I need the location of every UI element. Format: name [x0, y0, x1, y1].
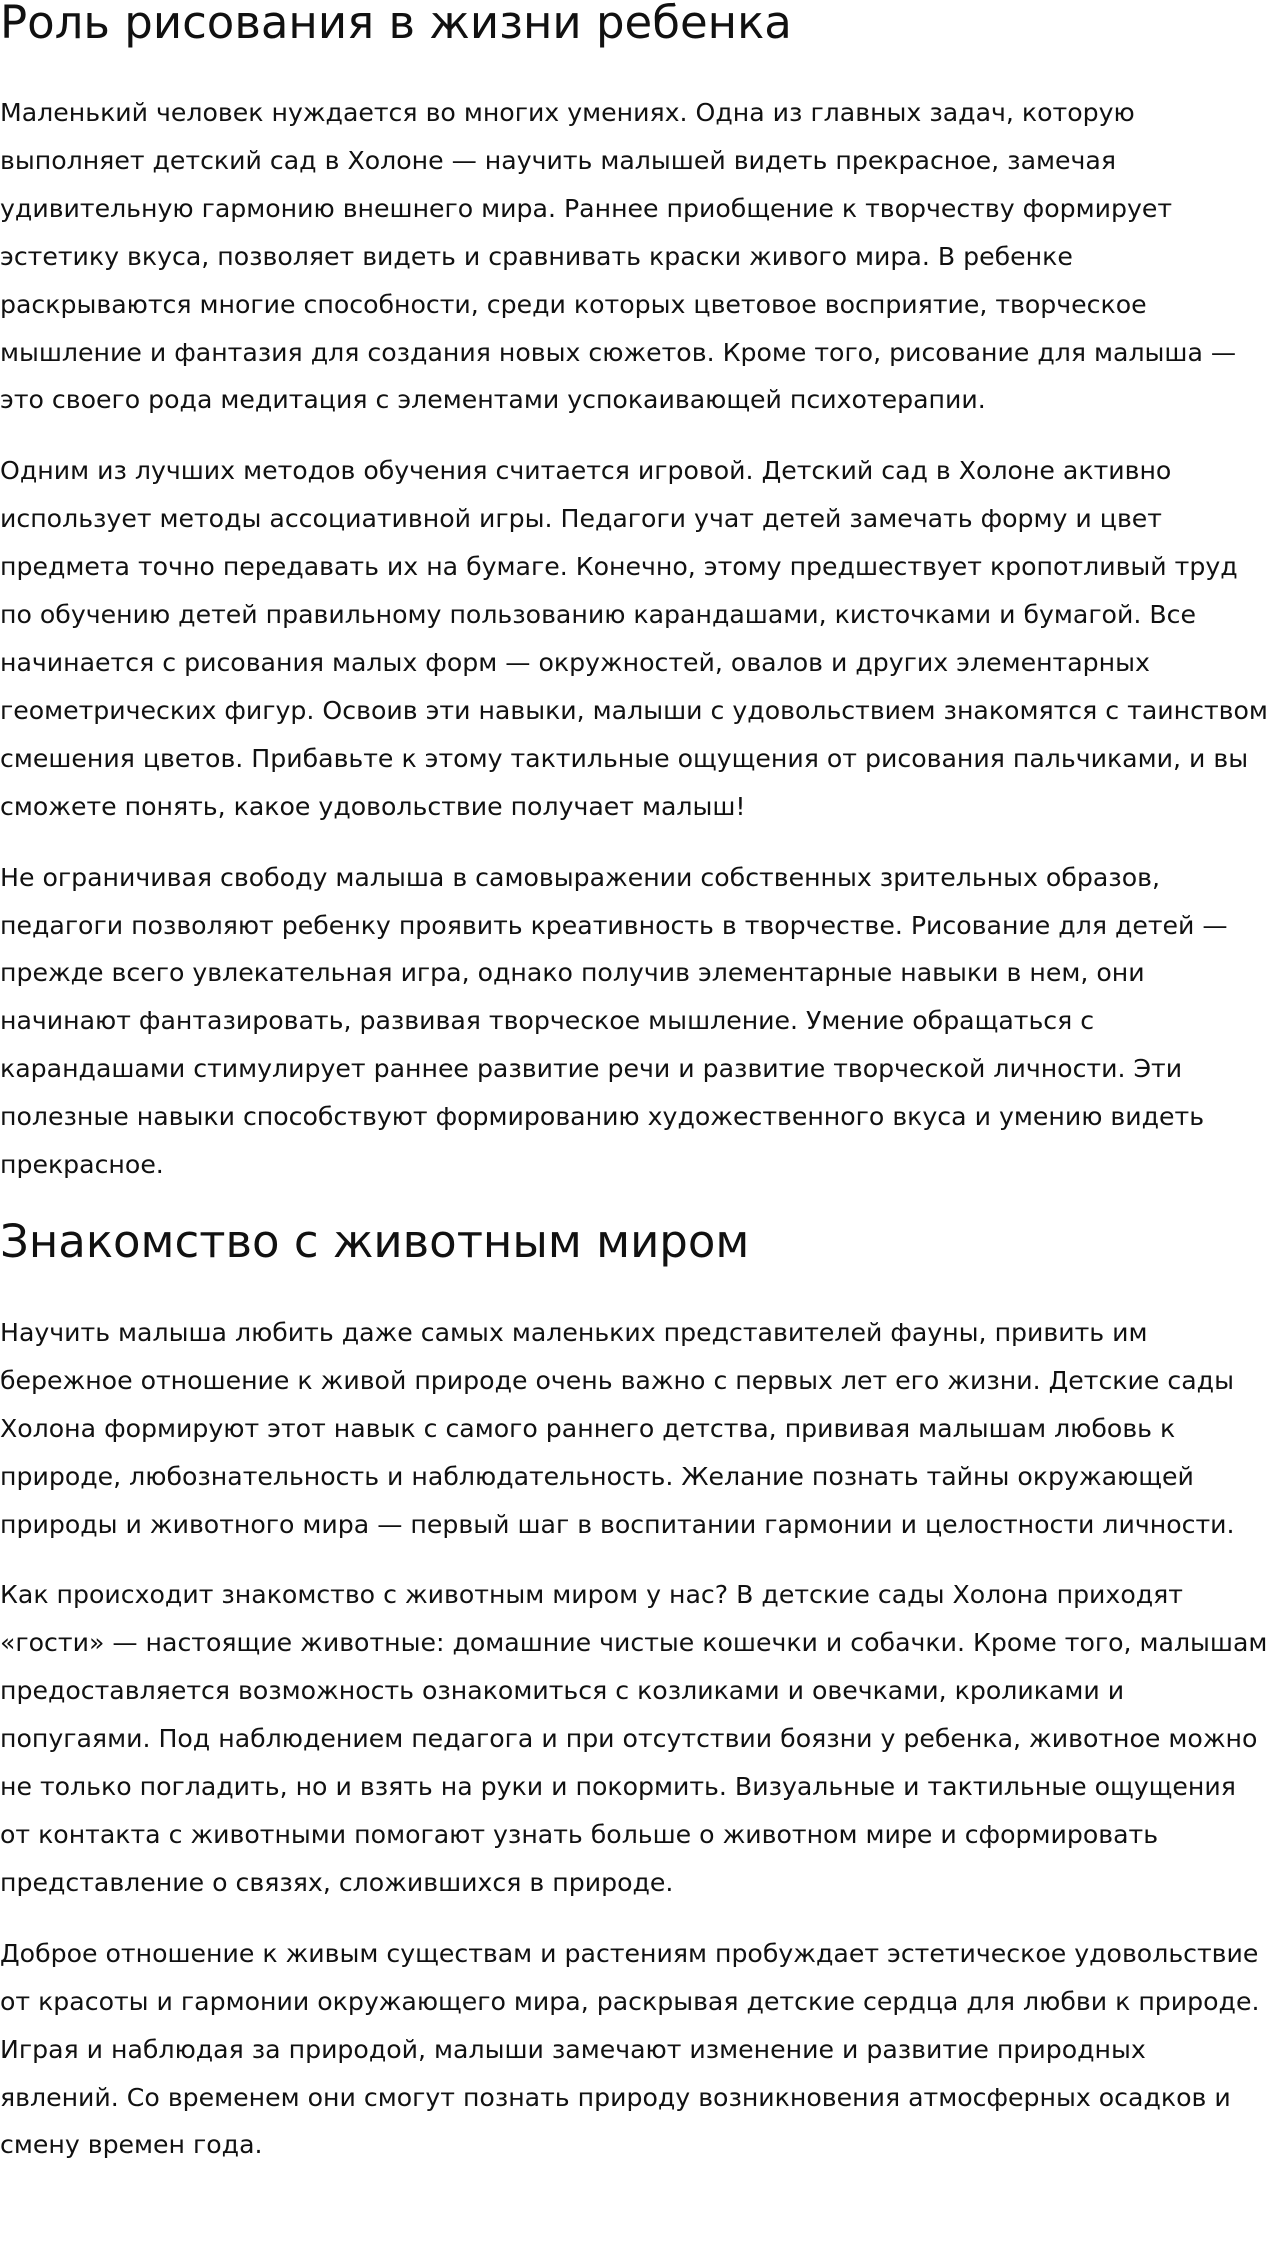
heading-animal-world: Знакомство с животным миром: [0, 1214, 750, 1268]
paragraph-animal-2: Как происходит знакомство с животным миром у нас? В детские сады Холона приходят «гости» — настоящие животные: домашние чистые кошечки и собачки. Кроме того, малышам предоставляется возможность ознакомиться с козликами и овечками, кроликами и попугаями. Под наблюдением педагога и при отсутствии боязни у ребенка, животное можно не только погладить, но и взять на руки и покормить. Визуальные и тактильные ощущения от контакта с животными помогают узнать больше о животном мире и сформировать представление о связях, сложившихся в природе.: [0, 1580, 1268, 1897]
paragraph-animal-1: Научить малыша любить даже самых маленьких представителей фауны, привить им бережное отношение к живой природе очень важно с первых лет его жизни. Детские сады Холона формируют этот навык с самого раннего детства, прививая малышам любовь к природе, любознательность и наблюдательность. Желание познать тайны окружающей природы и животного мира — первый шаг в воспитании гармонии и целостности личности.: [0, 1317, 1235, 1539]
paragraph-drawing-3: Не ограничивая свободу малыша в самовыражении собственных зрительных образов, педагоги позволяют ребенку проявить креативность в творчестве. Рисование для детей — прежде всего увлекательная игра, однако получив элементарные навыки в нем, они начинают фантазировать, развивая творческое мышление. Умение обращаться с карандашами стимулирует раннее развитие речи и развитие творческой личности. Эти полезные навыки способствуют формированию художественного вкуса и умению видеть прекрасное.: [0, 862, 1228, 1180]
heading-drawing-role: Роль рисования в жизни ребенка: [0, 0, 792, 49]
section-animal-world: [0, 1214, 1270, 2169]
paragraph-drawing-2: Одним из лучших методов обучения считается игровой. Детский сад в Холоне активно использует методы ассоциативной игры. Педагоги учат детей замечать форму и цвет предмета точно передавать их на бумаге. Конечно, этому предшествует кропотливый труд по обучению детей правильному пользованию карандашами, кисточками и бумагой. Все начинается с рисования малых форм — окружностей, овалов и других элементарных геометрических фигур. Освоив эти навыки, малыши с удовольствием знакомятся с таинством смешения цветов. Прибавьте к этому тактильные ощущения от рисования пальчиками, и вы сможете понять, какое удовольствие получает малыш!: [0, 456, 1268, 821]
paragraph-animal-3: Доброе отношение к живым существам и растениям пробуждает эстетическое удовольствие от красоты и гармонии окружающего мира, раскрывая детские сердца для любви к природе. Играя и наблюдая за природой, малыши замечают изменение и развитие природных явлений. Со временем они смогут познать природу возникновения атмосферных осадков и смену времен года.: [0, 1938, 1260, 2160]
paragraph-drawing-1: Маленький человек нуждается во многих умениях. Одна из главных задач, которую выполняет детский сад в Холоне — научить малышей видеть прекрасное, замечая удивительную гармонию внешнего мира. Раннее приобщение к творчеству формирует эстетику вкуса, позволяет видеть и сравнивать краски живого мира. В ребенке раскрываются многие способности, среди которых цветовое восприятие, творческое мышление и фантазия для создания новых сюжетов. Кроме того, рисование для малыша — это своего рода медитация с элементами успокаивающей психотерапии.: [0, 98, 1237, 415]
